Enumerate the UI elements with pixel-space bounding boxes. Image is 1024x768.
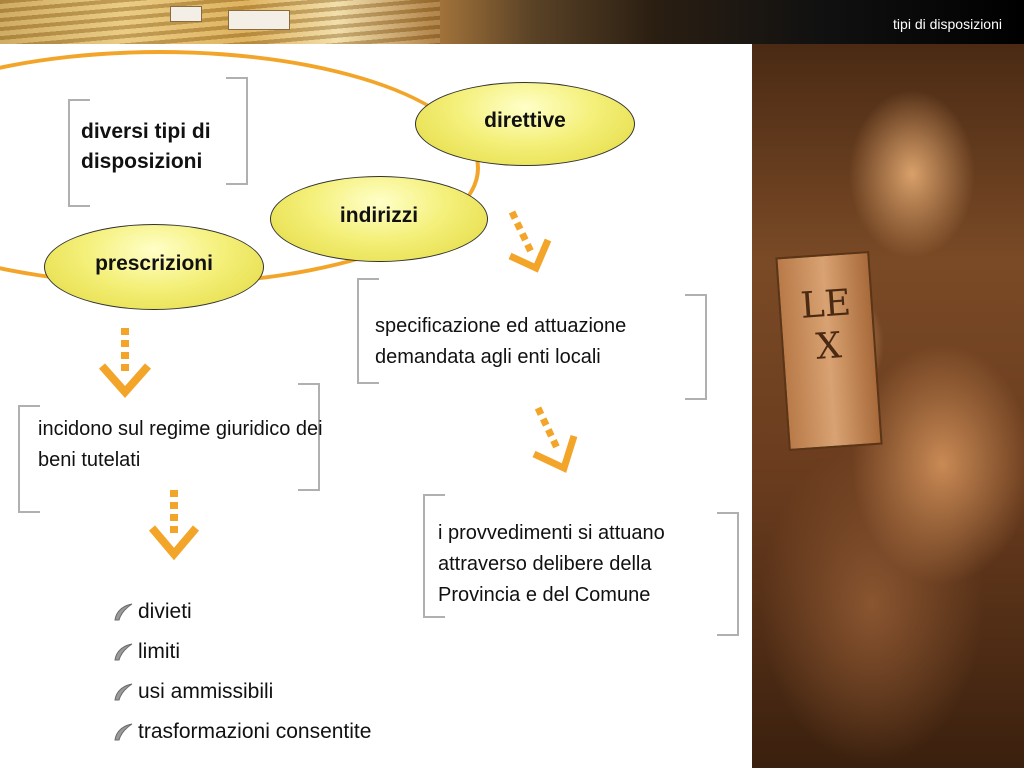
prescrizioni-detail-text: incidono sul regime giuridico dei beni tutelati: [38, 418, 323, 471]
header-banner: [0, 0, 1024, 44]
oval-prescrizioni-label: prescrizioni: [95, 252, 213, 275]
arrow-bullets-down-icon: [148, 486, 204, 562]
bullet-label: usi ammissibili: [138, 680, 274, 703]
list-item: [112, 672, 371, 712]
heading-box: [68, 77, 248, 207]
oval-indirizzi: [270, 176, 488, 262]
list-item: [112, 632, 371, 672]
direttive-detail-text: i provvedimenti si attuano attraverso delibere della Provincia e del Comune: [438, 522, 665, 606]
direttive-detail-box: [423, 494, 739, 636]
bullet-quill-icon: [112, 643, 134, 661]
list-item: [112, 592, 371, 632]
slide-title: tipi di disposizioni: [893, 16, 1002, 32]
oval-direttive: [415, 82, 635, 166]
oval-indirizzi-label: indirizzi: [339, 204, 419, 227]
heading-text: diversi tipi di disposizioni: [81, 120, 211, 173]
banner-farmhouse-image: [228, 10, 290, 30]
bullet-quill-icon: [112, 603, 134, 621]
banner-house-image: [170, 6, 202, 22]
bullet-quill-icon: [112, 683, 134, 701]
indirizzi-detail-box: [357, 278, 707, 400]
lex-statue-image: [752, 44, 1024, 768]
indirizzi-detail-text: specificazione ed attuazione demandata agli enti locali: [375, 315, 627, 368]
arrow-direttive-down-icon: [526, 402, 586, 474]
arrow-prescrizioni-down-icon: [98, 324, 154, 400]
oval-direttive-label: direttive: [484, 109, 566, 132]
bullet-label: limiti: [138, 640, 180, 663]
bullet-label: trasformazioni consentite: [138, 720, 372, 743]
list-item: [112, 712, 371, 752]
bullet-label: divieti: [138, 600, 192, 623]
lex-tablet: [775, 251, 882, 451]
arrow-indirizzi-down-icon: [498, 206, 558, 276]
bullet-quill-icon: [112, 723, 134, 741]
banner-landscape-image: [0, 0, 440, 44]
bracket-left: [18, 405, 40, 513]
prescrizioni-bullet-list: [112, 592, 371, 752]
tablet-lettering: LEX: [799, 282, 853, 368]
oval-prescrizioni: [44, 224, 264, 310]
